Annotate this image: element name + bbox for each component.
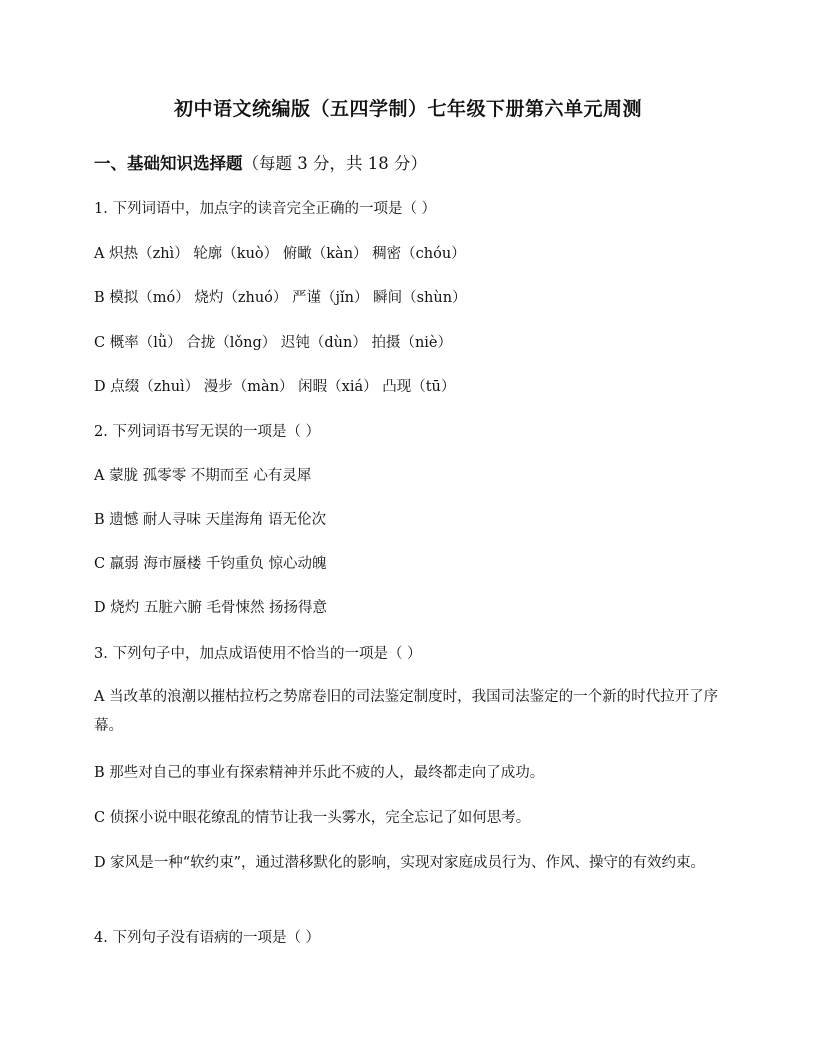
- section-heading-label: 一、基础知识选择题: [94, 154, 243, 173]
- question-1-option-a: A 炽热（zhì） 轮廓（kuò） 俯瞰（kàn） 稠密（chóu）: [94, 246, 466, 262]
- question-3-option-a: A 当改革的浪潮以摧枯拉朽之势席卷旧的司法鉴定制度时，我国司法鉴定的一个新的时代拉开了序幕。: [94, 689, 719, 734]
- question-3-option-d: D 家风是一种“软约束”，通过潜移默化的影响，实现对家庭成员行为、作风、操守的有效约束。: [94, 855, 706, 871]
- question-3-stem: 3. 下列句子中，加点成语使用不恰当的一项是（ ）: [94, 646, 422, 662]
- question-2-option-a: A 蒙胧 孤零零 不期而至 心有灵犀: [94, 468, 312, 484]
- section-heading: [94, 150, 427, 174]
- question-2-option-d: D 烧灼 五脏六腑 毛骨悚然 扬扬得意: [94, 600, 328, 616]
- question-2-option-b: B 遗憾 耐人寻味 天崖海角 语无伦次: [94, 512, 327, 528]
- question-4-stem: 4. 下列句子没有语病的一项是（ ）: [94, 930, 321, 946]
- question-2-option-c: C 羸弱 海市蜃楼 千钧重负 惊心动魄: [94, 556, 327, 572]
- page-title: 初中语文统编版（五四学制）七年级下册第六单元周测: [173, 98, 642, 120]
- question-1-stem: 1. 下列词语中，加点字的读音完全正确的一项是（ ）: [94, 201, 437, 217]
- question-1-option-d: D 点缀（zhuì） 漫步（màn） 闲暇（xiá） 凸现（tū）: [94, 379, 456, 395]
- question-2-stem: 2. 下列词语书写无误的一项是（ ）: [94, 424, 321, 440]
- question-1-option-c: C 概率（lǜ） 合拢（lǒng） 迟钝（dùn） 拍摄（niè）: [94, 335, 453, 351]
- question-3-option-c: C 侦探小说中眼花缭乱的情节让我一头雾水，完全忘记了如何思考。: [94, 810, 531, 826]
- question-3-option-b: B 那些对自己的事业有探索精神并乐此不疲的人，最终都走向了成功。: [94, 765, 545, 781]
- question-1-option-b: B 模拟（mó） 烧灼（zhuó） 严谨（jǐn） 瞬间（shùn）: [94, 290, 467, 306]
- section-heading-note: （每题 3 分，共 18 分）: [242, 154, 427, 173]
